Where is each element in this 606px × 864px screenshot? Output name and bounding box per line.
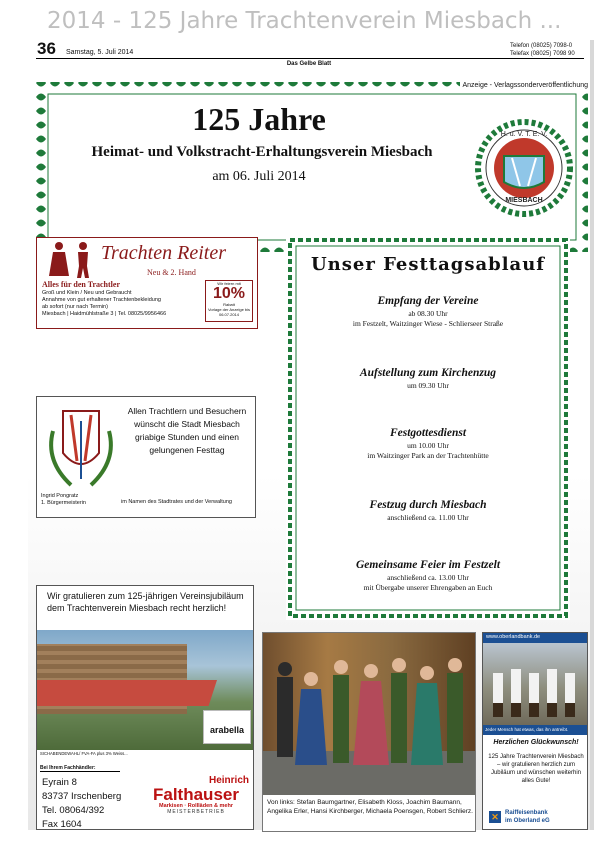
page-number: 36: [37, 39, 56, 58]
program-event: [286, 294, 570, 329]
program-event: [286, 498, 570, 523]
festival-program: [286, 236, 570, 620]
emblem-bottom-text: MIESBACH: [505, 197, 543, 204]
anniversary-banner: [34, 76, 590, 260]
bank-greeting: Herzlichen Glückwunsch!: [493, 739, 579, 746]
awning-photo: [37, 630, 254, 750]
falthauser-logo: [143, 776, 249, 815]
bank-name-line: Raiffeisenbank: [505, 810, 548, 816]
shop-details: [42, 280, 212, 318]
ad-arabella-falthauser: [36, 585, 254, 830]
newspaper-name: Das Gelbe Blatt: [286, 61, 332, 67]
stamp-word: Rabatt: [223, 302, 235, 307]
page-edge-shadow: [590, 40, 594, 830]
shop-line: Alles für den Trachtler: [42, 280, 120, 289]
fax-number: Telefax (08025) 7098 90: [510, 51, 575, 57]
dealer-label: Bei Ihrem Fachhändler:: [40, 765, 120, 772]
contact-block: [510, 42, 580, 58]
ad-city-miesbach: [36, 396, 256, 518]
city-note: im Namen des Stadtrates und der Verwaltung: [121, 499, 232, 505]
shop-name: Trachten Reiter: [101, 242, 226, 264]
discount-value: 10%: [212, 285, 246, 302]
mayor-block: [41, 493, 86, 507]
address-line: Fax 1604: [42, 819, 82, 830]
address-line: 83737 Irschenberg: [42, 791, 122, 802]
program-event: [286, 366, 570, 391]
mayor-role: 1. Bürgermeisterin: [41, 500, 86, 506]
stamp-bottom: Vorlage der Anzeige bis 06.07.2014: [207, 307, 251, 317]
program-title: Unser Festtagsablauf: [310, 254, 546, 275]
event-time: anschließend ca. 11.00 Uhr: [387, 513, 469, 522]
company-tagline: Markisen · Rollläden & mehr: [159, 803, 233, 809]
bank-slogan: Jeder Mensch hat etwas, das ihn antreibt.: [483, 725, 588, 735]
event-title: Gemeinsame Feier im Festzelt: [355, 559, 501, 571]
address-line: Tel. 08064/392: [42, 805, 105, 816]
phone-number: Telefon (08025) 7098-0: [510, 43, 573, 49]
stamp-top: Wir feiern mit: [217, 281, 241, 286]
city-crest-icon: [41, 401, 121, 493]
ad-trachten-reiter: [36, 237, 258, 329]
shop-subtitle: Neu & 2. Hand: [147, 268, 196, 277]
group-photo: [262, 632, 476, 832]
program-event: [286, 558, 570, 593]
shop-line: Annahme von gut erhaltener Trachtenbekleidung: [42, 297, 161, 303]
event-title: Festgottesdienst: [389, 427, 467, 439]
event-time: anschließend ca. 13.00 Uhr: [387, 573, 469, 582]
dealer-address: [42, 776, 121, 830]
viewer-title: 2014 - 125 Jahre Trachtenverein Miesbach ...: [47, 8, 562, 34]
program-event: [286, 426, 570, 461]
bank-url: www.oberlandbank.de: [483, 633, 588, 643]
raiffeisen-mark-icon: ✕: [489, 811, 501, 823]
fine-print: SICHABENDEWAHL/ FVA-FA plus 3% Weiss...: [40, 751, 128, 756]
company-last-name: Falthauser: [153, 785, 239, 804]
event-time: um 09.30 Uhr: [407, 381, 449, 390]
ad-label: Anzeige - Verlagssonderveröffentlichung: [462, 82, 588, 89]
couple-silhouette-icon: [43, 240, 99, 280]
parade-photo: [483, 643, 588, 725]
company-slogan: MEISTERBETRIEB: [167, 809, 225, 815]
shop-line: Miesbach | Haidmühlstraße 3 | Tel. 08025/9956466: [42, 311, 167, 317]
event-title: Aufstellung zum Kirchenzug: [359, 367, 497, 379]
event-place: im Festzelt, Waitzinger Wiese - Schlierseer Straße: [352, 319, 504, 328]
shop-line: Groß und Klein / Neu und Gebraucht: [42, 290, 132, 296]
address-line: Eyrain 8: [42, 777, 77, 788]
bank-name-line: im Oberland eG: [505, 818, 550, 824]
event-date: am 06. Juli 2014: [212, 169, 306, 184]
shop-line: ab sofort (nur nach Termin): [42, 304, 108, 310]
photo-caption: Von links: Stefan Baumgartner, Elisabeth Kloss, Joachim Baumann, Angelika Erler, Hansi Kirchberger, Michaela Poensgen, Robert Schlierz.: [267, 799, 473, 815]
emblem-top-text: H. u. V. T. E. V.: [500, 131, 548, 138]
bank-name: [505, 809, 550, 825]
company-first-name: Heinrich: [208, 775, 249, 786]
page-header: [28, 39, 590, 67]
event-time: um 10.00 Uhr: [407, 441, 449, 450]
header-rule: [36, 58, 584, 59]
group-photo-image: [263, 633, 476, 795]
banner-headline: 125 Jahre: [192, 101, 326, 137]
newspaper-page: [28, 40, 590, 830]
viewer-title-bar: [0, 0, 606, 42]
mayor-name: Ingrid Pongratz: [41, 493, 79, 499]
event-place: im Waitzinger Park an der Trachtenhütte: [367, 451, 489, 460]
congratulation-text: Wir gratulieren zum 125-jährigen Vereinsjubiläum dem Trachtenverein Miesbach recht herzlich!: [47, 591, 244, 613]
ad-raiffeisenbank: [482, 632, 588, 830]
parade-figures: [483, 643, 588, 725]
bank-logo: [489, 809, 585, 827]
event-time: ab 08.30 Uhr: [408, 309, 448, 318]
issue-date: Samstag, 5. Juli 2014: [66, 49, 134, 56]
club-name: Heimat- und Volkstracht-Erhaltungsverein Miesbach: [91, 144, 433, 160]
bank-message: 125 Jahre Trachtenverein Miesbach – wir gratulieren herzlich zum Jubiläum und wünschen weiterhin alles Gute!: [488, 754, 584, 784]
event-title: Empfang der Vereine: [377, 295, 479, 307]
discount-stamp: [205, 280, 253, 322]
awning: [36, 680, 217, 706]
event-title: Festzug durch Miesbach: [369, 499, 487, 511]
arabella-logo: arabella: [203, 710, 251, 744]
city-greeting: Allen Trachtlern und Besuchern wünscht die Stadt Miesbach griabige Stunden und einen gelungenen Festtag: [127, 406, 247, 455]
event-place: mit Übergabe unserer Ehrengaben an Euch: [363, 583, 493, 592]
group-people-figures: [263, 633, 476, 795]
